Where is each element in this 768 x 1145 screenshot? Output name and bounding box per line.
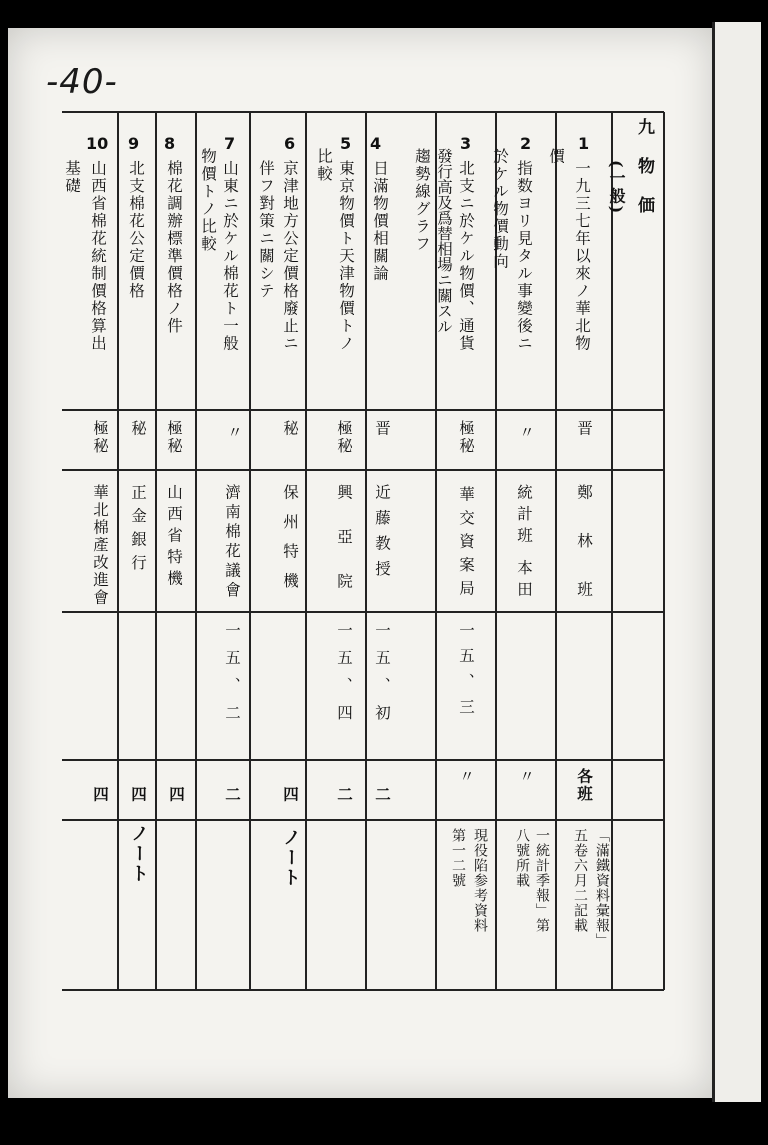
row-title-line: 北支ニ於ケル物價、通貨 xyxy=(457,160,475,353)
row-title-line: 日滿物價相關論 xyxy=(371,160,389,283)
row-title-line: 伴フ對策ニ關シテ xyxy=(257,160,275,300)
row-note-line: ノート xyxy=(280,828,301,888)
row-number: 6 xyxy=(284,134,296,153)
row-author: 華北棉產改進會 xyxy=(91,484,109,607)
row-title-line: 東京物價ト天津物價トノ xyxy=(337,160,355,353)
row-title-line: 基礎 xyxy=(63,160,81,195)
row-note-line: 第一二號 xyxy=(450,828,466,888)
row-classification: 〃 xyxy=(517,424,535,442)
row-number: 1 xyxy=(578,134,590,153)
row-author: 保州特機 xyxy=(281,484,299,602)
row-classification: 晋 xyxy=(575,420,593,438)
row-classification: 極秘 xyxy=(91,420,109,455)
row-title-line: 北支棉花公定價格 xyxy=(127,160,145,300)
row-number: 10 xyxy=(86,134,109,153)
row-number: 5 xyxy=(340,134,352,153)
row-title-line: 京津地方公定價格廢止ニ xyxy=(281,160,299,353)
row-title-line: 比較 xyxy=(315,148,333,183)
row-classification: 極秘 xyxy=(457,420,475,455)
row-dept: 各班 xyxy=(575,768,594,803)
row-classification: 秘 xyxy=(129,420,147,438)
row-number: 4 xyxy=(370,134,382,153)
row-date: 一五、二 xyxy=(223,622,241,732)
row-dept: 四 xyxy=(91,786,110,804)
row-dept: 四 xyxy=(167,786,186,804)
row-date: 一五、初 xyxy=(373,622,391,732)
section-title: 九 物 価 xyxy=(634,118,654,221)
row-title-line: 價 xyxy=(547,148,565,166)
row-note-line: 五卷六月二記載 xyxy=(572,828,588,933)
row-title-line: 棉花調辦標準價格ノ件 xyxy=(165,160,183,335)
row-dept: 二 xyxy=(335,786,354,804)
row-note-line: 八號所載 xyxy=(514,828,530,888)
row-title-line: 指数ヨリ見タル事變後ニ xyxy=(515,160,533,353)
row-dept: 四 xyxy=(129,786,148,804)
row-number: 9 xyxy=(128,134,140,153)
section-subtitle: (一般) xyxy=(607,160,626,216)
row-title-line: 山東ニ於ケル棉花ト一般 xyxy=(221,160,239,353)
row-title-line: 發行高及爲替相場ニ關スル xyxy=(435,148,453,334)
row-number: 7 xyxy=(224,134,236,153)
row-author: 濟南棉花議會 xyxy=(223,484,241,601)
row-dept: 二 xyxy=(223,786,242,804)
row-note-line: 「滿鐵資料彙報」 xyxy=(594,828,610,948)
row-classification: 極秘 xyxy=(335,420,353,455)
row-dept: 〃 xyxy=(457,768,475,786)
row-number: 3 xyxy=(460,134,472,153)
row-author: 山西省特機 xyxy=(165,484,183,592)
row-date: 一五、四 xyxy=(335,622,353,732)
row-author: 興 亞 院 xyxy=(335,484,353,601)
row-note-line: ノート xyxy=(128,824,149,884)
row-classification: 晋 xyxy=(373,420,391,438)
row-author: 正金銀行 xyxy=(129,484,147,578)
row-author: 統計班 本田 xyxy=(515,484,533,603)
row-classification: 秘 xyxy=(281,420,299,438)
row-date: 一五、三 xyxy=(457,622,475,724)
row-number: 2 xyxy=(520,134,532,153)
row-title-line: 一九三七年以來ノ華北物 xyxy=(573,160,591,353)
row-dept: 二 xyxy=(373,786,392,804)
row-number: 8 xyxy=(164,134,176,153)
row-classification: 極秘 xyxy=(165,420,183,455)
row-title-line: 於ケル物價動向 xyxy=(491,148,509,271)
page-number: -40- xyxy=(46,62,118,102)
row-title-line: 山西省棉花統制價格算出 xyxy=(89,160,107,353)
row-note-line: 一統計季報」第 xyxy=(534,828,550,933)
row-author: 鄭 林 班 xyxy=(575,484,593,611)
row-title-line: 物價トノ比較 xyxy=(199,148,217,253)
row-author: 近藤教授 xyxy=(373,484,391,586)
row-author: 華交資案局 xyxy=(457,486,475,604)
row-dept: 〃 xyxy=(517,768,535,786)
row-dept: 四 xyxy=(281,786,300,804)
row-classification: 〃 xyxy=(225,424,243,442)
row-title-line: 趨勢線グラフ xyxy=(413,148,431,253)
row-note-line: 現役陷参考資料 xyxy=(472,828,488,933)
